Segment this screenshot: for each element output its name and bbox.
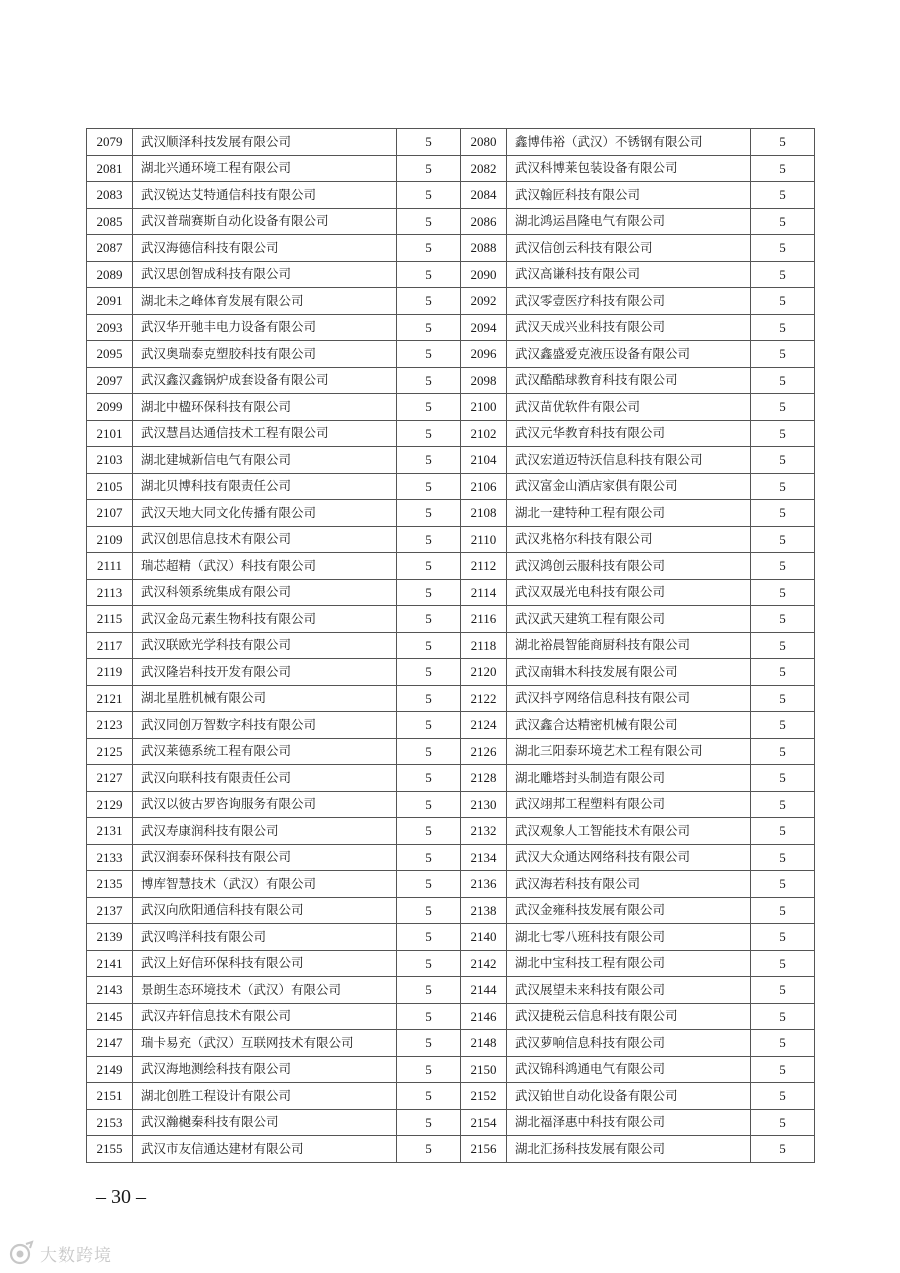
serial-number-cell: 2116 (461, 606, 507, 633)
watermark-text: 大数跨境 (40, 1245, 112, 1266)
score-cell: 5 (397, 712, 461, 739)
company-name-cell: 武汉华开驰丰电力设备有限公司 (133, 314, 397, 341)
serial-number-cell: 2142 (461, 950, 507, 977)
company-name-cell: 武汉零壹医疗科技有限公司 (507, 288, 751, 315)
score-cell: 5 (751, 314, 815, 341)
company-name-cell: 武汉武天建筑工程有限公司 (507, 606, 751, 633)
score-cell: 5 (397, 659, 461, 686)
serial-number-cell: 2141 (87, 950, 133, 977)
table-row (87, 473, 815, 500)
serial-number-cell: 2134 (461, 844, 507, 871)
serial-number-cell: 2151 (87, 1083, 133, 1110)
score-cell: 5 (751, 235, 815, 262)
score-cell: 5 (751, 1136, 815, 1163)
score-cell: 5 (751, 526, 815, 553)
table-row (87, 844, 815, 871)
company-name-cell: 武汉高谦科技有限公司 (507, 261, 751, 288)
serial-number-cell: 2086 (461, 208, 507, 235)
score-cell: 5 (751, 208, 815, 235)
table-row (87, 182, 815, 209)
serial-number-cell: 2080 (461, 129, 507, 156)
score-cell: 5 (751, 606, 815, 633)
serial-number-cell: 2083 (87, 182, 133, 209)
serial-number-cell: 2082 (461, 155, 507, 182)
score-cell: 5 (397, 685, 461, 712)
company-name-cell: 武汉思创智成科技有限公司 (133, 261, 397, 288)
score-cell: 5 (751, 341, 815, 368)
table-row (87, 659, 815, 686)
serial-number-cell: 2093 (87, 314, 133, 341)
company-name-cell: 湖北建城新信电气有限公司 (133, 447, 397, 474)
table-row (87, 950, 815, 977)
score-cell: 5 (397, 791, 461, 818)
company-name-cell: 武汉顺泽科技发展有限公司 (133, 129, 397, 156)
company-name-cell: 武汉大众通达网络科技有限公司 (507, 844, 751, 871)
serial-number-cell: 2147 (87, 1030, 133, 1057)
score-cell: 5 (751, 1083, 815, 1110)
company-name-cell: 武汉鸣洋科技有限公司 (133, 924, 397, 951)
company-name-cell: 景朗生态环境技术（武汉）有限公司 (133, 977, 397, 1004)
company-name-cell: 武汉联欧光学科技有限公司 (133, 632, 397, 659)
serial-number-cell: 2111 (87, 553, 133, 580)
serial-number-cell: 2149 (87, 1056, 133, 1083)
score-cell: 5 (751, 977, 815, 1004)
score-cell: 5 (751, 288, 815, 315)
company-name-cell: 武汉金岛元素生物科技有限公司 (133, 606, 397, 633)
table-row (87, 1083, 815, 1110)
serial-number-cell: 2110 (461, 526, 507, 553)
serial-number-cell: 2088 (461, 235, 507, 262)
company-name-cell: 武汉向欣阳通信科技有限公司 (133, 897, 397, 924)
serial-number-cell: 2113 (87, 579, 133, 606)
serial-number-cell: 2135 (87, 871, 133, 898)
score-cell: 5 (397, 977, 461, 1004)
score-cell: 5 (397, 818, 461, 845)
company-name-cell: 武汉天成兴业科技有限公司 (507, 314, 751, 341)
company-name-cell: 武汉莱德系统工程有限公司 (133, 738, 397, 765)
table-row (87, 1030, 815, 1057)
table-row (87, 500, 815, 527)
table-row (87, 738, 815, 765)
company-name-cell: 武汉抖亨网络信息科技有限公司 (507, 685, 751, 712)
score-cell: 5 (751, 553, 815, 580)
company-name-cell: 武汉鸿创云服科技有限公司 (507, 553, 751, 580)
score-cell: 5 (397, 871, 461, 898)
score-cell: 5 (751, 129, 815, 156)
serial-number-cell: 2127 (87, 765, 133, 792)
company-name-cell: 武汉酷酷球教育科技有限公司 (507, 367, 751, 394)
score-cell: 5 (751, 765, 815, 792)
table-row (87, 871, 815, 898)
table-row (87, 1003, 815, 1030)
company-name-cell: 瑞卡易充（武汉）互联网技术有限公司 (133, 1030, 397, 1057)
company-name-cell: 湖北三阳泰环境艺术工程有限公司 (507, 738, 751, 765)
company-name-cell: 武汉宏道迈特沃信息科技有限公司 (507, 447, 751, 474)
serial-number-cell: 2100 (461, 394, 507, 421)
serial-number-cell: 2096 (461, 341, 507, 368)
table-row (87, 897, 815, 924)
company-name-cell: 武汉萝响信息科技有限公司 (507, 1030, 751, 1057)
serial-number-cell: 2119 (87, 659, 133, 686)
score-cell: 5 (751, 394, 815, 421)
company-name-cell: 武汉以彼古罗咨询服务有限公司 (133, 791, 397, 818)
company-name-cell: 湖北贝博科技有限责任公司 (133, 473, 397, 500)
company-name-cell: 武汉鑫汉鑫锅炉成套设备有限公司 (133, 367, 397, 394)
serial-number-cell: 2117 (87, 632, 133, 659)
score-cell: 5 (751, 950, 815, 977)
score-cell: 5 (397, 314, 461, 341)
serial-number-cell: 2153 (87, 1109, 133, 1136)
serial-number-cell: 2156 (461, 1136, 507, 1163)
score-cell: 5 (397, 261, 461, 288)
company-name-cell: 武汉翰匠科技有限公司 (507, 182, 751, 209)
score-cell: 5 (751, 182, 815, 209)
score-cell: 5 (751, 261, 815, 288)
score-cell: 5 (397, 1056, 461, 1083)
company-name-cell: 武汉观象人工智能技术有限公司 (507, 818, 751, 845)
score-cell: 5 (397, 155, 461, 182)
table-row (87, 235, 815, 262)
score-cell: 5 (397, 288, 461, 315)
company-name-cell: 武汉锦科鸿通电气有限公司 (507, 1056, 751, 1083)
serial-number-cell: 2139 (87, 924, 133, 951)
serial-number-cell: 2114 (461, 579, 507, 606)
table-row (87, 765, 815, 792)
company-name-cell: 武汉富金山酒店家俱有限公司 (507, 473, 751, 500)
score-cell: 5 (397, 553, 461, 580)
serial-number-cell: 2123 (87, 712, 133, 739)
company-name-cell: 湖北汇扬科技发展有限公司 (507, 1136, 751, 1163)
serial-number-cell: 2089 (87, 261, 133, 288)
score-cell: 5 (397, 500, 461, 527)
company-name-cell: 武汉鑫合达精密机械有限公司 (507, 712, 751, 739)
table-row (87, 341, 815, 368)
table-row (87, 924, 815, 951)
score-cell: 5 (751, 924, 815, 951)
score-cell: 5 (751, 1056, 815, 1083)
serial-number-cell: 2090 (461, 261, 507, 288)
serial-number-cell: 2103 (87, 447, 133, 474)
watermark (8, 1240, 112, 1266)
table-row (87, 314, 815, 341)
serial-number-cell: 2081 (87, 155, 133, 182)
serial-number-cell: 2112 (461, 553, 507, 580)
company-name-cell: 武汉翊邦工程塑料有限公司 (507, 791, 751, 818)
score-cell: 5 (397, 765, 461, 792)
score-cell: 5 (397, 526, 461, 553)
table-body (87, 129, 815, 1163)
serial-number-cell: 2132 (461, 818, 507, 845)
company-name-cell: 武汉鑫盛爱克液压设备有限公司 (507, 341, 751, 368)
score-cell: 5 (397, 182, 461, 209)
table-row (87, 791, 815, 818)
serial-number-cell: 2124 (461, 712, 507, 739)
company-name-cell: 湖北鸿运昌隆电气有限公司 (507, 208, 751, 235)
serial-number-cell: 2140 (461, 924, 507, 951)
score-cell: 5 (397, 924, 461, 951)
table-row (87, 579, 815, 606)
score-cell: 5 (751, 659, 815, 686)
table-row (87, 685, 815, 712)
score-cell: 5 (397, 738, 461, 765)
company-name-cell: 湖北中宝科技工程有限公司 (507, 950, 751, 977)
company-name-cell: 武汉海德信科技有限公司 (133, 235, 397, 262)
company-name-cell: 武汉隆岩科技开发有限公司 (133, 659, 397, 686)
score-cell: 5 (751, 712, 815, 739)
score-cell: 5 (751, 844, 815, 871)
table-row (87, 288, 815, 315)
serial-number-cell: 2104 (461, 447, 507, 474)
company-name-cell: 武汉市友信通达建材有限公司 (133, 1136, 397, 1163)
score-cell: 5 (751, 818, 815, 845)
serial-number-cell: 2143 (87, 977, 133, 1004)
company-name-cell: 武汉兆格尔科技有限公司 (507, 526, 751, 553)
table-row (87, 632, 815, 659)
serial-number-cell: 2107 (87, 500, 133, 527)
table-row (87, 394, 815, 421)
company-name-cell: 武汉上好信环保科技有限公司 (133, 950, 397, 977)
serial-number-cell: 2106 (461, 473, 507, 500)
serial-number-cell: 2125 (87, 738, 133, 765)
serial-number-cell: 2133 (87, 844, 133, 871)
company-name-cell: 湖北星胜机械有限公司 (133, 685, 397, 712)
company-name-cell: 武汉铂世自动化设备有限公司 (507, 1083, 751, 1110)
score-cell: 5 (751, 791, 815, 818)
serial-number-cell: 2091 (87, 288, 133, 315)
table-row (87, 818, 815, 845)
company-name-cell: 湖北福泽惠中科技有限公司 (507, 1109, 751, 1136)
score-cell: 5 (397, 897, 461, 924)
company-name-cell: 湖北七零八班科技有限公司 (507, 924, 751, 951)
score-cell: 5 (751, 367, 815, 394)
company-name-cell: 武汉科领系统集成有限公司 (133, 579, 397, 606)
score-cell: 5 (751, 420, 815, 447)
watermark-logo-icon (8, 1240, 34, 1266)
table-row (87, 447, 815, 474)
score-cell: 5 (751, 632, 815, 659)
score-cell: 5 (397, 394, 461, 421)
serial-number-cell: 2120 (461, 659, 507, 686)
page-number: – 30 – (96, 1186, 146, 1208)
table-row (87, 420, 815, 447)
serial-number-cell: 2085 (87, 208, 133, 235)
serial-number-cell: 2099 (87, 394, 133, 421)
table-row (87, 261, 815, 288)
serial-number-cell: 2108 (461, 500, 507, 527)
serial-number-cell: 2146 (461, 1003, 507, 1030)
serial-number-cell: 2126 (461, 738, 507, 765)
serial-number-cell: 2136 (461, 871, 507, 898)
serial-number-cell: 2121 (87, 685, 133, 712)
serial-number-cell: 2138 (461, 897, 507, 924)
score-cell: 5 (751, 1030, 815, 1057)
score-cell: 5 (397, 341, 461, 368)
company-name-cell: 武汉科博莱包装设备有限公司 (507, 155, 751, 182)
score-cell: 5 (751, 1109, 815, 1136)
table-row (87, 1056, 815, 1083)
score-cell: 5 (751, 500, 815, 527)
score-cell: 5 (397, 129, 461, 156)
company-name-cell: 武汉苗优软件有限公司 (507, 394, 751, 421)
company-name-cell: 武汉双晟光电科技有限公司 (507, 579, 751, 606)
serial-number-cell: 2130 (461, 791, 507, 818)
serial-number-cell: 2087 (87, 235, 133, 262)
serial-number-cell: 2115 (87, 606, 133, 633)
serial-number-cell: 2145 (87, 1003, 133, 1030)
serial-number-cell: 2109 (87, 526, 133, 553)
score-cell: 5 (397, 447, 461, 474)
company-name-cell: 湖北中楹环保科技有限公司 (133, 394, 397, 421)
company-name-cell: 湖北一建特种工程有限公司 (507, 500, 751, 527)
company-name-cell: 武汉信创云科技有限公司 (507, 235, 751, 262)
table-row (87, 129, 815, 156)
company-name-cell: 湖北兴通环境工程有限公司 (133, 155, 397, 182)
serial-number-cell: 2118 (461, 632, 507, 659)
company-list-table (86, 128, 815, 1163)
serial-number-cell: 2098 (461, 367, 507, 394)
company-name-cell: 武汉海地测绘科技有限公司 (133, 1056, 397, 1083)
serial-number-cell: 2131 (87, 818, 133, 845)
company-name-cell: 武汉海若科技有限公司 (507, 871, 751, 898)
score-cell: 5 (751, 473, 815, 500)
score-cell: 5 (751, 447, 815, 474)
score-cell: 5 (397, 367, 461, 394)
company-name-cell: 武汉卉轩信息技术有限公司 (133, 1003, 397, 1030)
serial-number-cell: 2144 (461, 977, 507, 1004)
score-cell: 5 (397, 208, 461, 235)
score-cell: 5 (751, 579, 815, 606)
score-cell: 5 (397, 844, 461, 871)
company-name-cell: 湖北雕塔封头制造有限公司 (507, 765, 751, 792)
company-name-cell: 武汉元华教育科技有限公司 (507, 420, 751, 447)
score-cell: 5 (397, 950, 461, 977)
company-name-cell: 武汉寿康润科技有限公司 (133, 818, 397, 845)
score-cell: 5 (397, 1109, 461, 1136)
company-name-cell: 武汉慧昌达通信技术工程有限公司 (133, 420, 397, 447)
serial-number-cell: 2148 (461, 1030, 507, 1057)
company-name-cell: 武汉瀚樾秦科技有限公司 (133, 1109, 397, 1136)
score-cell: 5 (751, 871, 815, 898)
company-name-cell: 武汉捷税云信息科技有限公司 (507, 1003, 751, 1030)
company-name-cell: 鑫博伟裕（武汉）不锈钢有限公司 (507, 129, 751, 156)
company-name-cell: 瑞芯超精（武汉）科技有限公司 (133, 553, 397, 580)
serial-number-cell: 2155 (87, 1136, 133, 1163)
company-name-cell: 武汉奥瑞泰克塑胶科技有限公司 (133, 341, 397, 368)
serial-number-cell: 2102 (461, 420, 507, 447)
company-name-cell: 湖北创胜工程设计有限公司 (133, 1083, 397, 1110)
company-name-cell: 武汉南辑木科技发展有限公司 (507, 659, 751, 686)
company-name-cell: 武汉天地大同文化传播有限公司 (133, 500, 397, 527)
serial-number-cell: 2094 (461, 314, 507, 341)
score-cell: 5 (751, 155, 815, 182)
company-name-cell: 武汉锐达艾特通信科技有限公司 (133, 182, 397, 209)
score-cell: 5 (751, 738, 815, 765)
score-cell: 5 (397, 632, 461, 659)
table-row (87, 977, 815, 1004)
company-name-cell: 武汉润泰环保科技有限公司 (133, 844, 397, 871)
serial-number-cell: 2095 (87, 341, 133, 368)
serial-number-cell: 2152 (461, 1083, 507, 1110)
serial-number-cell: 2129 (87, 791, 133, 818)
score-cell: 5 (751, 1003, 815, 1030)
table-row (87, 1136, 815, 1163)
serial-number-cell: 2084 (461, 182, 507, 209)
serial-number-cell: 2092 (461, 288, 507, 315)
serial-number-cell: 2101 (87, 420, 133, 447)
company-name-cell: 湖北未之峰体育发展有限公司 (133, 288, 397, 315)
company-name-cell: 武汉创思信息技术有限公司 (133, 526, 397, 553)
serial-number-cell: 2154 (461, 1109, 507, 1136)
score-cell: 5 (751, 685, 815, 712)
score-cell: 5 (397, 420, 461, 447)
table-row (87, 155, 815, 182)
serial-number-cell: 2097 (87, 367, 133, 394)
serial-number-cell: 2137 (87, 897, 133, 924)
score-cell: 5 (397, 473, 461, 500)
company-name-cell: 武汉展望未来科技有限公司 (507, 977, 751, 1004)
table-row (87, 526, 815, 553)
serial-number-cell: 2122 (461, 685, 507, 712)
score-cell: 5 (397, 1083, 461, 1110)
company-name-cell: 湖北裕晨智能商厨科技有限公司 (507, 632, 751, 659)
table-row (87, 606, 815, 633)
company-name-cell: 武汉金雍科技发展有限公司 (507, 897, 751, 924)
table-row (87, 1109, 815, 1136)
score-cell: 5 (397, 579, 461, 606)
company-name-cell: 武汉同创万智数字科技有限公司 (133, 712, 397, 739)
score-cell: 5 (397, 1003, 461, 1030)
serial-number-cell: 2150 (461, 1056, 507, 1083)
table-row (87, 208, 815, 235)
score-cell: 5 (397, 1136, 461, 1163)
score-cell: 5 (397, 235, 461, 262)
company-name-cell: 博库智慧技术（武汉）有限公司 (133, 871, 397, 898)
score-cell: 5 (397, 606, 461, 633)
company-name-cell: 武汉向联科技有限责任公司 (133, 765, 397, 792)
serial-number-cell: 2105 (87, 473, 133, 500)
serial-number-cell: 2128 (461, 765, 507, 792)
company-name-cell: 武汉普瑞赛斯自动化设备有限公司 (133, 208, 397, 235)
score-cell: 5 (751, 897, 815, 924)
score-cell: 5 (397, 1030, 461, 1057)
table-row (87, 553, 815, 580)
serial-number-cell: 2079 (87, 129, 133, 156)
table-row (87, 712, 815, 739)
table-row (87, 367, 815, 394)
